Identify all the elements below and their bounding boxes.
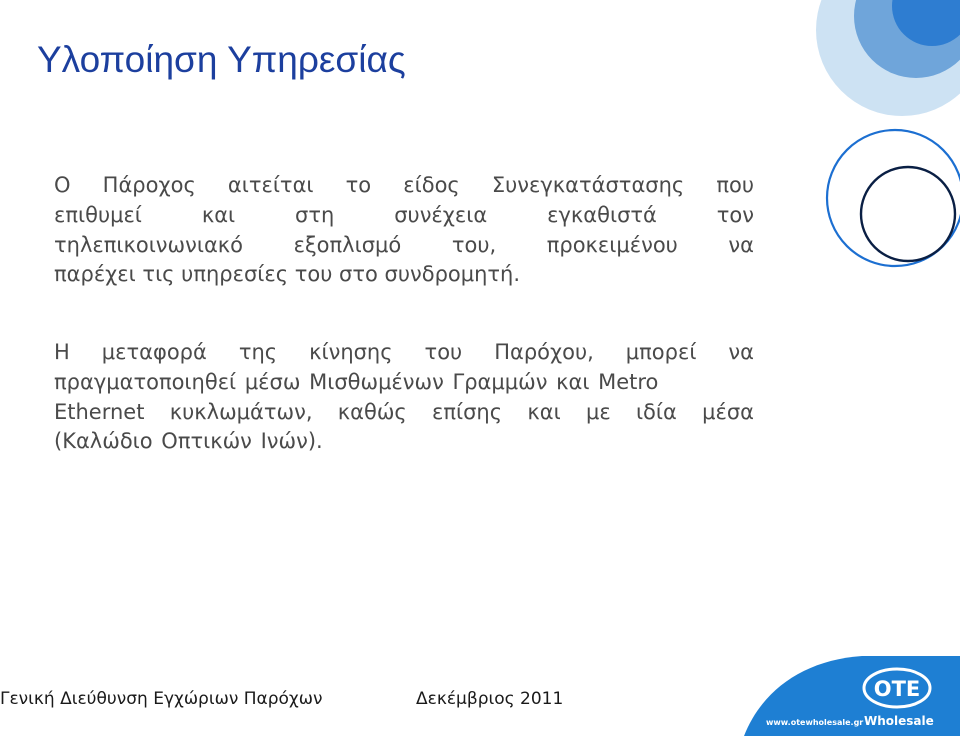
paragraph-line: παρέχει τις υπηρεσίες του στο συνδρομητή. xyxy=(54,262,521,287)
ote-logo-icon xyxy=(744,652,960,736)
paragraph-line: Ο Πάροχος αιτείται το είδος Συνεγκατάστασης που xyxy=(54,173,754,197)
footer-date: Δεκέμβριος 2011 xyxy=(416,689,564,709)
paragraph-line: Η μεταφορά της κίνησης του Παρόχου, μπορεί να xyxy=(54,340,754,364)
paragraph-line: Ethernet κυκλωμάτων, καθώς επίσης και με ιδία μέσα xyxy=(54,399,754,424)
paragraph-provider-request xyxy=(54,171,754,290)
paragraph-traffic-transport xyxy=(54,338,754,457)
paragraph-line: (Καλώδιο Οπτικών Ινών). xyxy=(54,429,323,454)
slide-title: Υλοποίηση Υπηρεσίας xyxy=(37,39,406,80)
paragraph-line: τηλεπικοινωνιακό εξοπλισμό του, προκειμένου να xyxy=(54,232,754,257)
paragraph-line: πραγματοποιηθεί μέσω Μισθωμένων Γραμμών και Metro xyxy=(54,369,659,394)
logo-url: www.otewholesale.gr xyxy=(766,718,864,727)
circle-outline-dark xyxy=(861,167,955,261)
footer-department: Γενική Διεύθυνση Εγχώριων Παρόχων xyxy=(0,689,323,709)
circle-outline-blue xyxy=(827,130,960,266)
logo-brand: OTE xyxy=(873,677,921,701)
logo-wholesale: Wholesale xyxy=(864,714,934,728)
paragraph-line: επιθυμεί και στη συνέχεια εγκαθιστά τον xyxy=(54,202,754,227)
